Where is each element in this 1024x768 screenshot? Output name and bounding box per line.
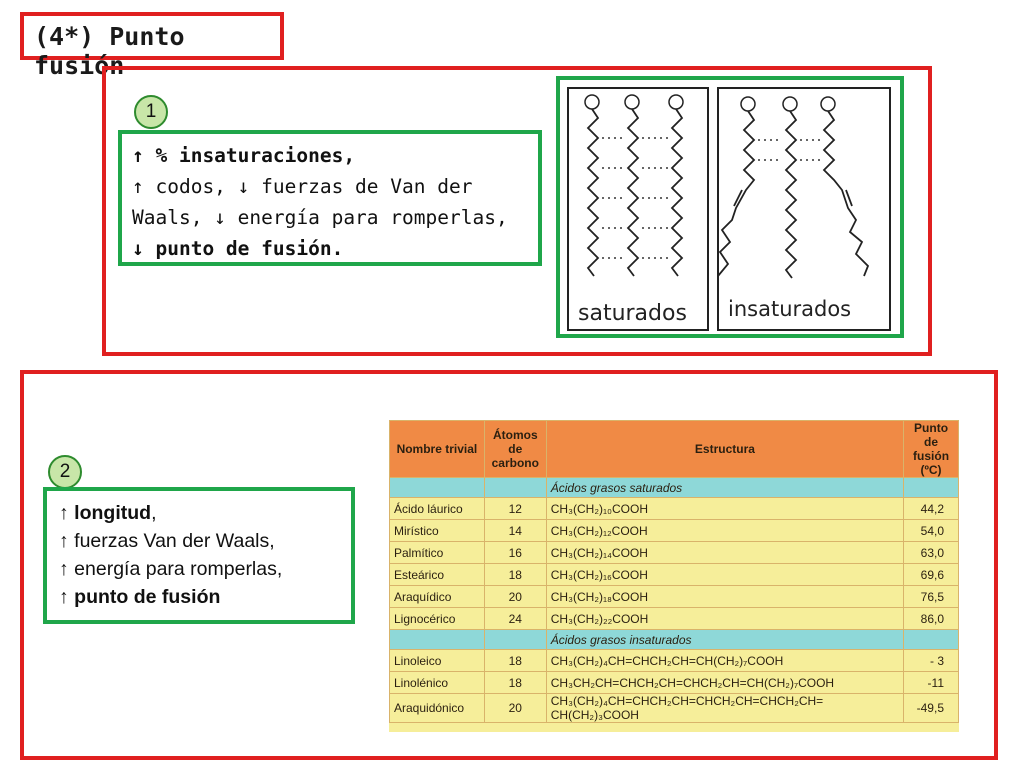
cell-name: Palmítico xyxy=(390,542,485,564)
subheader-saturated: Ácidos grasos saturados xyxy=(390,478,959,498)
saturated-rows xyxy=(390,478,959,630)
note1-line1: ↑ % insaturaciones, xyxy=(132,144,356,167)
cell-carbons: 12 xyxy=(484,498,546,520)
label-saturated: saturados xyxy=(578,301,687,326)
cell-mp: 63,0 xyxy=(904,542,959,564)
badge-number-2: 2 xyxy=(48,455,82,489)
header-melting-point: Punto de fusión (ºC) xyxy=(904,421,959,478)
cell-structure: CH₃(CH₂)₁₂COOH xyxy=(546,520,903,542)
note2-line3: ↑ energía para romperlas, xyxy=(59,558,283,580)
cell-carbons: 20 xyxy=(484,586,546,608)
header-carbons: Átomos de carbono xyxy=(484,421,546,478)
cell-name: Esteárico xyxy=(390,564,485,586)
badge-number-1: 1 xyxy=(134,95,168,129)
cell-name: Araquídico xyxy=(390,586,485,608)
cell-structure: CH₃(CH₂)₂₂COOH xyxy=(546,608,903,630)
cell-mp: 86,0 xyxy=(904,608,959,630)
slide-title-box xyxy=(20,12,284,80)
table-row xyxy=(390,564,959,586)
table-row xyxy=(390,672,959,694)
fatty-acid-diagram xyxy=(560,80,900,334)
unsaturated-rows xyxy=(390,630,959,723)
table-row xyxy=(390,498,959,520)
cell-structure: CH₃(CH₂)₁₄COOH xyxy=(546,542,903,564)
cell-mp: 44,2 xyxy=(904,498,959,520)
slide-title: (4*) Punto fusión xyxy=(34,22,185,80)
cell-carbons: 16 xyxy=(484,542,546,564)
cell-mp: 69,6 xyxy=(904,564,959,586)
table-row xyxy=(390,586,959,608)
cell-structure: CH₃CH₂CH=CHCH₂CH=CHCH₂CH=CH(CH₂)₇COOH xyxy=(546,672,903,694)
table-row xyxy=(390,542,959,564)
table-row xyxy=(390,520,959,542)
note1-line4: ↓ punto de fusión. xyxy=(132,237,344,260)
cell-structure: CH₃(CH₂)₄CH=CHCH₂CH=CH(CH₂)₇COOH xyxy=(546,650,903,672)
table-row xyxy=(390,650,959,672)
cell-mp: -11 xyxy=(904,672,959,694)
cell-carbons: 20 xyxy=(484,694,546,723)
cell-name: Mirístico xyxy=(390,520,485,542)
cell-mp: -49,5 xyxy=(904,694,959,723)
cell-structure: CH₃(CH₂)₁₆COOH xyxy=(546,564,903,586)
cell-carbons: 24 xyxy=(484,608,546,630)
cell-carbons: 18 xyxy=(484,564,546,586)
note2-line4: ↑ punto de fusión xyxy=(59,586,221,608)
melting-point-table xyxy=(389,420,959,723)
cell-mp: - 3 xyxy=(904,650,959,672)
unsaturated-panel xyxy=(718,88,890,330)
note-unsaturation xyxy=(118,130,542,266)
fatty-acid-table xyxy=(389,420,959,732)
note2-line2: ↑ fuerzas Van der Waals, xyxy=(59,530,275,552)
table-row xyxy=(390,608,959,630)
note1-line2: ↑ codos, ↓ fuerzas de Van der xyxy=(132,175,473,198)
cell-structure: CH₃(CH₂)₁₈COOH xyxy=(546,586,903,608)
note-chain-length xyxy=(43,487,355,624)
fatty-acid-figure xyxy=(556,76,904,338)
subheader-unsaturated: Ácidos grasos insaturados xyxy=(390,630,959,650)
note1-line3: Waals, ↓ energía para romperlas, xyxy=(132,206,508,229)
cell-mp: 76,5 xyxy=(904,586,959,608)
cell-name: Araquidónico xyxy=(390,694,485,723)
table-row xyxy=(390,694,959,723)
cell-name: Lignocérico xyxy=(390,608,485,630)
cell-name: Linoleico xyxy=(390,650,485,672)
cell-mp: 54,0 xyxy=(904,520,959,542)
cell-structure: CH₃(CH₂)₄CH=CHCH₂CH=CHCH₂CH=CHCH₂CH= CH(CH₂)₃COOH xyxy=(546,694,903,723)
cell-carbons: 18 xyxy=(484,672,546,694)
note2-line1: ↑ longitud, xyxy=(59,502,157,524)
header-name: Nombre trivial xyxy=(390,421,485,478)
cell-structure: CH₃(CH₂)₁₀COOH xyxy=(546,498,903,520)
cell-name: Linolénico xyxy=(390,672,485,694)
cell-carbons: 14 xyxy=(484,520,546,542)
header-structure: Estructura xyxy=(546,421,903,478)
cell-carbons: 18 xyxy=(484,650,546,672)
label-unsaturated: insaturados xyxy=(728,297,852,321)
cell-name: Ácido láurico xyxy=(390,498,485,520)
